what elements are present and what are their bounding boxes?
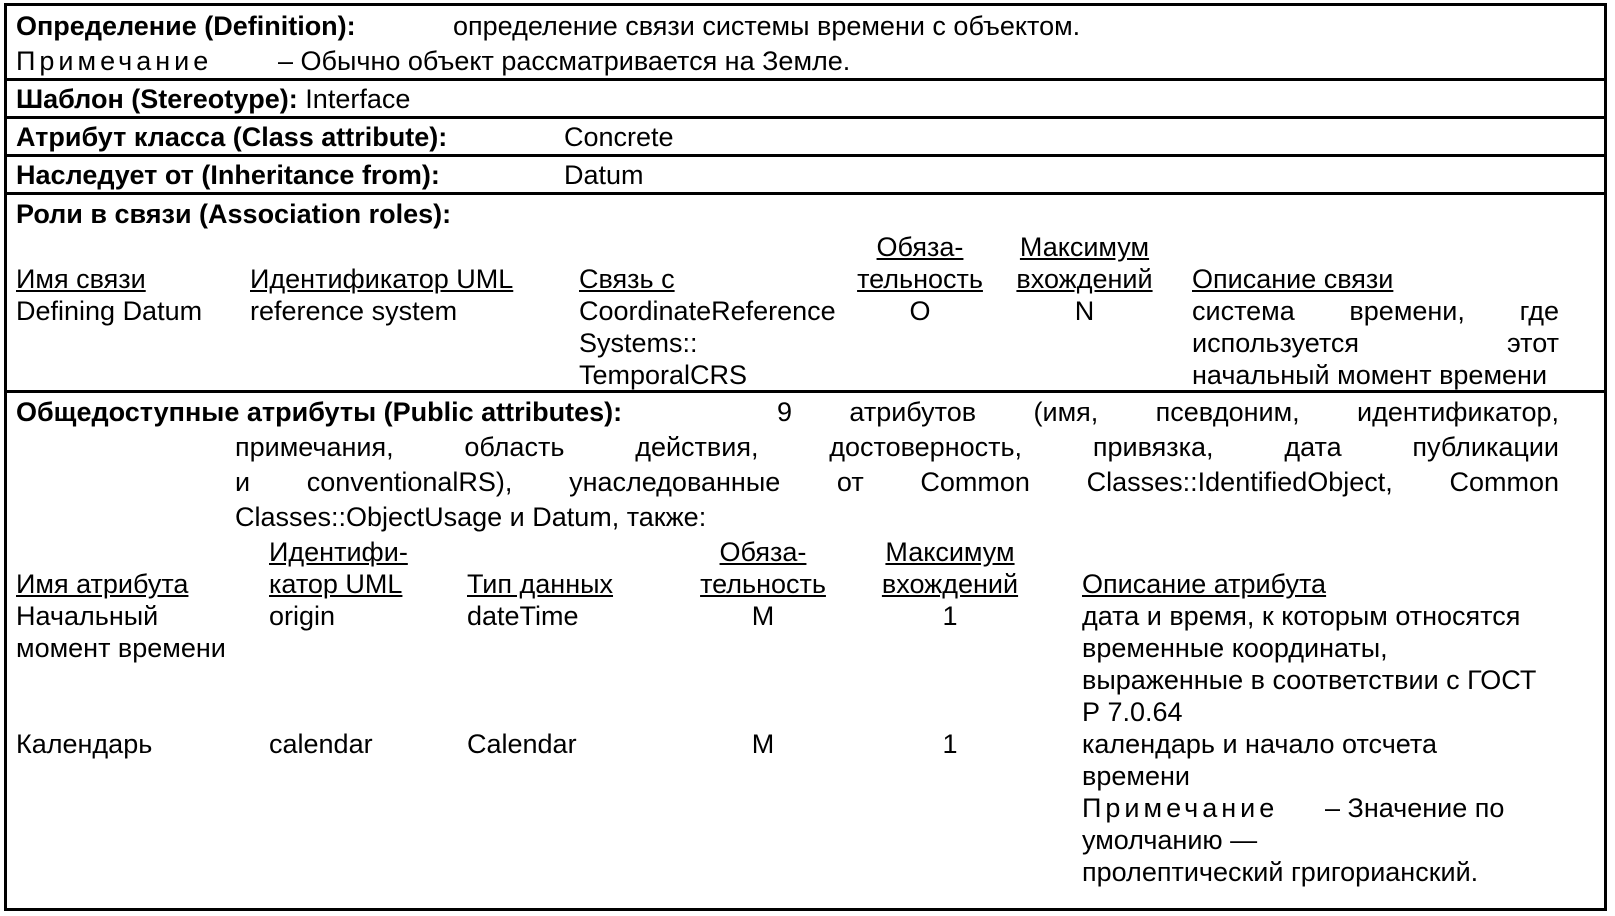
public-attributes-section [7,393,1604,908]
assoc-row-link-3: TemporalCRS [579,360,748,390]
attr-row1-name-2: момент времени [16,633,226,663]
assoc-row-desc-3: начальный момент времени [1192,360,1548,390]
attr-header-uml-1: Идентифи- [269,537,408,567]
inheritance-label: Наследует от (Inheritance from): [16,160,440,190]
attr-row2-uml: calendar [269,729,373,759]
attr-header-max-2: вхождений [881,569,1019,599]
assoc-header-uml: Идентификатор UML [250,264,514,294]
association-roles-label: Роли в связи (Association roles): [16,199,452,229]
attr-row2-note-label: Примечание [1082,793,1279,823]
attr-row1-desc-2: временные координаты, [1082,633,1388,663]
attr-row1-desc-1: дата и время, к которым относятся [1082,601,1521,631]
assoc-header-obligation-2: тельность [857,264,983,294]
attr-header-description: Описание атрибута [1082,569,1327,599]
assoc-row-link-1: CoordinateReference [579,296,836,326]
attr-row1-max: 1 [942,601,958,631]
assoc-header-max-2: вхождений [1016,264,1153,294]
attr-row2-obligation: M [751,729,775,759]
attr-header-uml-2: катор UML [269,569,403,599]
attr-row2-name: Календарь [16,729,153,759]
attr-row1-desc-4: Р 7.0.64 [1082,697,1183,727]
public-attributes-intro-2: примечания, область действия, достоверность, привязка, дата публикации [235,432,1559,462]
public-attributes-intro-4: Classes::ObjectUsage и Datum, также: [235,502,707,532]
definition-label: Определение (Definition): [16,11,356,41]
class-attribute-section [7,119,1604,157]
assoc-row-link-2: Systems:: [579,328,698,358]
attr-row2-desc-1: календарь и начало отсчета [1082,729,1437,759]
attr-header-max-1: Максимум [885,537,1015,567]
attr-header-type: Тип данных [467,569,614,599]
attr-row2-note-text: – Значение по [1325,793,1505,823]
assoc-header-max-1: Максимум [1019,232,1150,262]
assoc-header-obligation-1: Обяза- [876,232,964,262]
public-attributes-intro-1: 9 атрибутов (имя, псевдоним, идентификатор, [777,397,1559,427]
assoc-row-obligation: O [909,296,931,326]
attr-header-obligation-2: тельность [700,569,826,599]
assoc-row-max: N [1074,296,1095,326]
public-attributes-label: Общедоступные атрибуты (Public attributes): [16,397,623,427]
stereotype-label: Шаблон (Stereotype): [16,84,298,114]
attr-row1-obligation: M [751,601,775,631]
inheritance-value: Datum [564,160,644,190]
attr-row1-type: dateTime [467,601,579,631]
stereotype-value: Interface [305,84,411,114]
definition-note-text: – Обычно объект рассматривается на Земле. [278,46,851,76]
attr-row2-desc-4: умолчанию — [1082,825,1258,855]
definition-text: определение связи системы времени с объектом. [453,11,1081,41]
assoc-row-desc-1: система времени, где [1192,296,1559,326]
class-attribute-value: Concrete [564,122,674,152]
assoc-row-name: Defining Datum [16,296,203,326]
stereotype-section [7,81,1604,119]
association-roles-section [7,195,1604,393]
attr-header-obligation-1: Обяза- [719,537,807,567]
class-attribute-label: Атрибут класса (Class attribute): [16,122,448,152]
class-spec-table [4,3,1607,911]
assoc-header-name: Имя связи [16,264,146,294]
assoc-header-description: Описание связи [1192,264,1394,294]
attr-row2-max: 1 [942,729,958,759]
inheritance-section [7,157,1604,195]
attr-header-name: Имя атрибута [16,569,189,599]
assoc-row-desc-2: используется этот [1192,328,1559,358]
attr-row2-type: Calendar [467,729,577,759]
assoc-row-uml: reference system [250,296,458,326]
assoc-header-link: Связь с [579,264,675,294]
definition-section [7,6,1604,81]
attr-row2-desc-2: времени [1082,761,1190,791]
attr-row1-uml: origin [269,601,336,631]
public-attributes-intro-3: и conventionalRS), унаследованные от Common Classes::IdentifiedObject, Common [235,467,1559,497]
attr-row2-desc-5: пролептический григорианский. [1082,857,1479,887]
attr-row1-name-1: Начальный [16,601,159,631]
attr-row1-desc-3: выраженные в соответствии с ГОСТ [1082,665,1537,695]
definition-note-label: Примечание [16,46,213,76]
